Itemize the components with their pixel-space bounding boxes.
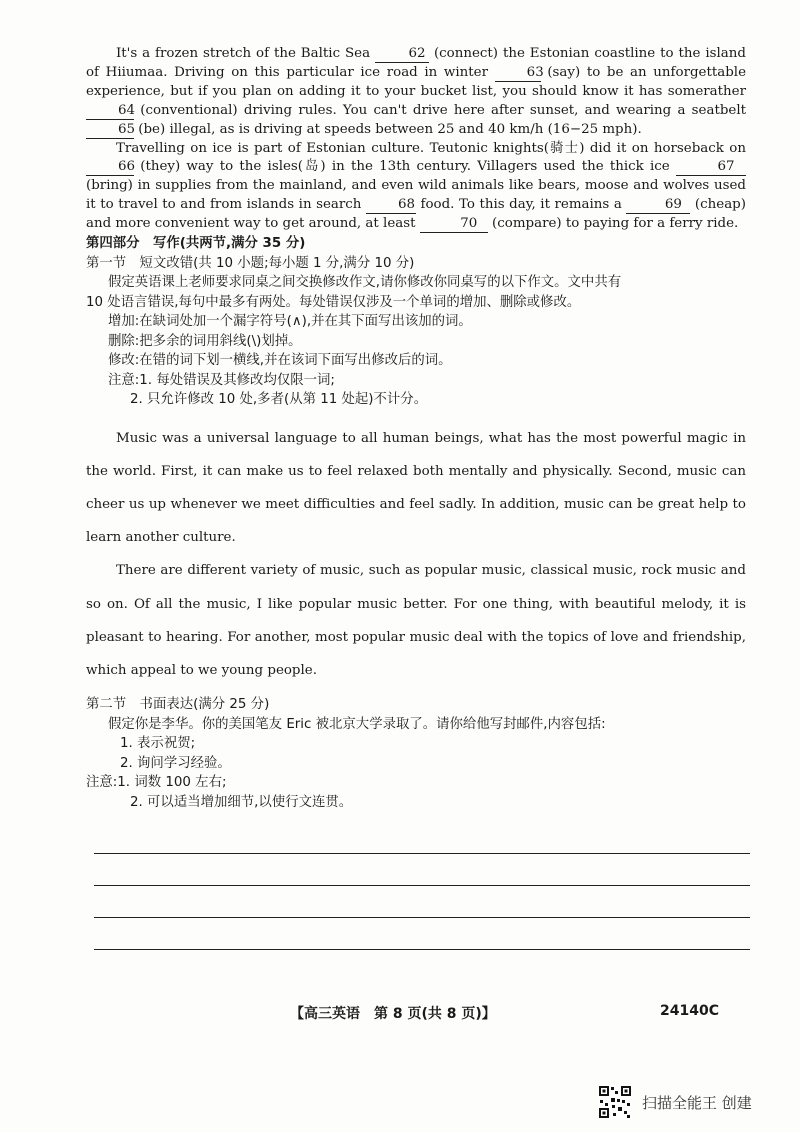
note-line1: 注意:1. 每处错误及其修改均仅限一词; xyxy=(108,372,335,388)
section2-item-1: 1. 表示祝贺; xyxy=(120,736,196,752)
text-segment: It's a frozen stretch of the Baltic Sea xyxy=(116,46,371,61)
blank-66[interactable]: 66 xyxy=(86,159,134,176)
blank-70[interactable]: 70 xyxy=(420,216,488,233)
text-segment: (say) to be an unforgettable experience, but if you plan on adding it to your bucket list, you should know it has somerather xyxy=(86,64,746,99)
blank-64[interactable]: 64 xyxy=(86,103,134,120)
modify-rule: 修改:在错的词下划一横线,并在该词下面写出修改后的词。 xyxy=(108,353,452,369)
section2-note-1: 注意:1. 词数 100 左右; xyxy=(86,775,227,791)
section1-intro-line2: 10 处语言错误,每句中最多有两处。每处错误仅涉及一个单词的增加、删除或修改。 xyxy=(86,294,581,310)
essay-paragraph-1: Music was a universal language to all human beings, what has the most powerful magic in the world. First, it can make us to feel relaxed both mentally and physically. Second, music can cheer us up whenever we meet difficulties and feel sadly. In addition, music can be great help to learn another culture. xyxy=(86,430,746,546)
answer-lines[interactable] xyxy=(94,822,750,950)
section1-heading: 第一节 短文改错(共 10 小题;每小题 1 分,满分 10 分) xyxy=(86,255,415,271)
answer-line[interactable] xyxy=(94,918,750,950)
blank-68[interactable]: 68 xyxy=(366,197,416,214)
essay-to-correct xyxy=(86,422,746,688)
exam-page xyxy=(86,45,746,950)
essay-paragraph-2: There are different variety of music, such as popular music, classical music, rock music and so on. Of all the music, I like popular music better. For one thing, with beautiful melody, it is pleasant to hearing. For another, most popular music deal with the topics of love and friendship, which appeal to we young people. xyxy=(86,563,746,678)
add-rule: 增加:在缺词处加一个漏字符号(∧),并在其下面写出该加的词。 xyxy=(108,314,472,330)
note-line2: 2. 只允许修改 10 处,多者(从第 11 处起)不计分。 xyxy=(130,392,428,408)
blank-65[interactable]: 65 xyxy=(86,122,134,139)
cloze-passage xyxy=(86,45,746,234)
blank-62[interactable]: 62 xyxy=(375,46,429,63)
text-segment: (be) illegal, as is driving at speeds between 25 and 40 km/h (16−25 mph). xyxy=(138,121,642,137)
scanner-watermark xyxy=(598,1085,798,1119)
text-segment: (connect) the Estonian coastline to the island of Hiiumaa. Driving on this particular ice road in winter xyxy=(86,46,746,80)
text-segment: (cheap) and more convenient way to get around, at least xyxy=(86,197,746,232)
section2-item-2: 2. 询问学习经验。 xyxy=(120,755,231,771)
blank-67[interactable]: 67 xyxy=(676,159,746,176)
text-segment: (bring) in supplies from the mainland, and even wild animals like bears, moose and wolves used it to travel to and from islands in search xyxy=(86,178,746,213)
text-segment: Travelling on ice is part of Estonian culture. Teutonic knights(骑士) did it on horseback on xyxy=(116,140,746,156)
blank-69[interactable]: 69 xyxy=(626,197,690,214)
part4-heading: 第四部分 写作(共两节,满分 35 分) xyxy=(86,236,306,252)
answer-line[interactable] xyxy=(94,886,750,918)
page-label: 【高三英语 第 8 页(共 8 页)】 xyxy=(290,1006,496,1022)
section1-intro-line1: 假定英语课上老师要求同桌之间交换修改作文,请你修改你同桌写的以下作文。文中共有 xyxy=(108,275,622,291)
delete-rule: 删除:把多余的词用斜线(\)划掉。 xyxy=(108,333,302,349)
exam-code: 24140C xyxy=(660,1003,719,1019)
text-segment: (compare) to paying for a ferry ride. xyxy=(492,216,739,232)
qr-code-icon xyxy=(598,1085,632,1119)
watermark-text: 扫描全能王 创建 xyxy=(642,1094,752,1112)
answer-line[interactable] xyxy=(94,854,750,886)
section2-heading: 第二节 书面表达(满分 25 分) xyxy=(86,697,270,713)
answer-line[interactable] xyxy=(94,822,750,854)
text-segment: (conventional) driving rules. You can't drive here after sunset, and wearing a seatbelt xyxy=(140,102,747,118)
section2-note-2: 2. 可以适当增加细节,以使行文连贯。 xyxy=(130,794,353,810)
text-segment: food. To this day, it remains a xyxy=(420,197,622,213)
section2-task: 假定你是李华。你的美国笔友 Eric 被北京大学录取了。请你给他写封邮件,内容包括: xyxy=(108,716,606,732)
cloze-paragraph-2 xyxy=(86,140,746,235)
blank-63[interactable]: 63 xyxy=(495,65,541,82)
cloze-paragraph-1 xyxy=(86,45,746,140)
page-footer xyxy=(0,1003,800,1025)
text-segment: (they) way to the isles(岛) in the 13th century. Villagers used the thick ice xyxy=(140,159,670,175)
